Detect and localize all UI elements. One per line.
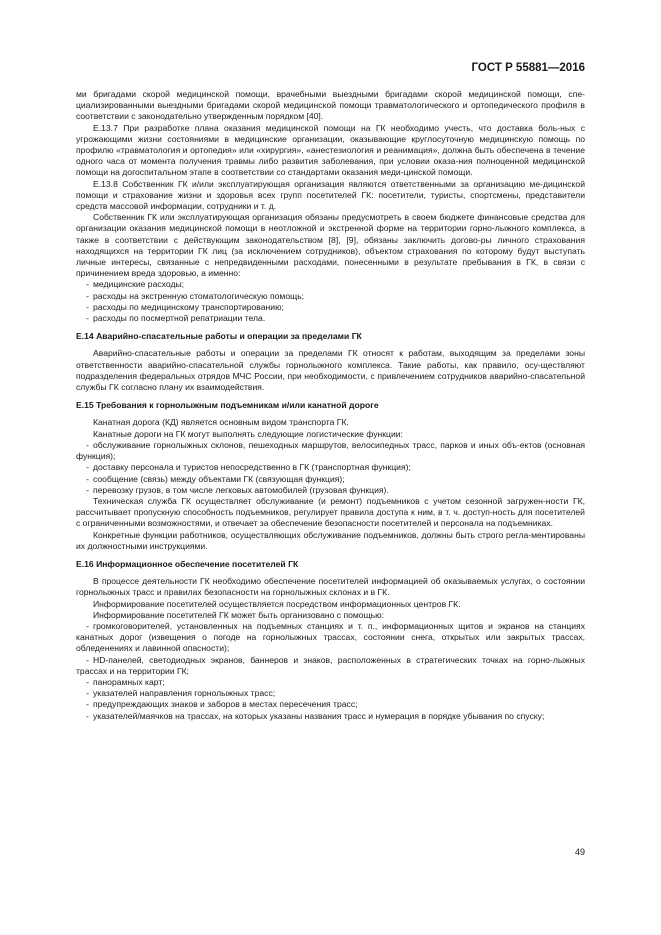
list-item (76, 302, 585, 313)
list-item (76, 677, 585, 688)
dash-bullet-icon: - (86, 313, 89, 324)
document-body (76, 89, 585, 722)
list-item-text: перевозку грузов, в том числе легковых автомобилей (грузовая функция). (93, 484, 389, 495)
list-item-text: HD-панелей, светодиодных экранов, баннеров и знаков, расположенных в стратегических точках на горно-лыжных трассах и на территории ГК; (76, 654, 585, 676)
paragraph: Конкретные функции работников, осуществляющих обслуживание подъемников, должны быть строго регла-ментированы их должностными инструкциями. (76, 529, 585, 551)
dash-bullet-icon: - (86, 290, 89, 301)
list-item (76, 621, 585, 655)
list-item-text: расходы по посмертной репатриации тела. (93, 313, 266, 324)
list-item-text: медицинские расходы; (93, 279, 185, 290)
dash-bullet-icon: - (86, 676, 89, 687)
list-item-text: громкоговорителей, установленных на подъемных станциях и т. п., информационных щитов и экранов на станциях канатных дорог (извещения о погоде на горнолыжных трассах, состоянии снега, открытых или закрытых трассах, обледенениях и лавинной опасности); (76, 620, 585, 654)
paragraph: Собственник ГК или эксплуатирующая организация обязаны предусмотреть в своем бюджете финансовые средства для организации оказания медицинской помощи в неотложной и экстренной форме на территории горно-лыжного комплекса, а также в соответствии с действующим законодательством [8], [9], обязаны заключить догово-ры личного страхования находящихся на территории ГК лиц (за исключением сотрудников), объектом страхования по которому будут выступать личные интересы, связанные с непредвиденными расходами, понесенными в результате пребывания в ГК, в связи с причинением вреда здоровью, а именно: (76, 212, 585, 279)
dash-bullet-icon: - (86, 301, 89, 312)
page-number: 49 (574, 847, 585, 857)
list-item (76, 699, 585, 710)
paragraph: Канатные дороги на ГК могут выполнять следующие логистические функции: (93, 428, 403, 439)
dash-bullet-icon: - (86, 688, 89, 699)
list-item-text: указателей/маячков на трассах, на которых указаны названия трасс и нумерация в порядке убывания по спуску; (93, 710, 545, 721)
list-item (76, 655, 585, 677)
list-item (76, 462, 585, 473)
section-heading (76, 400, 585, 411)
dash-bullet-icon: - (86, 279, 89, 290)
list-item (76, 688, 585, 699)
paragraph: ми бригадами скорой медицинской помощи, врачебными выездными бригадами скорой медицинской помощи, спе-циализированными выездными бригадами скорой медицинской помощи травматологического и ортопедического профиля в соответствии с законодательно утвержденным порядком [40]. (76, 89, 585, 122)
dash-bullet-icon: - (86, 484, 89, 495)
dash-bullet-icon: - (86, 462, 89, 473)
paragraph: Аварийно-спасательные работы и операции за пределами ГК относят к работам, выходящим за пределами зоны ответственности аварийно-спасательной службы горнолыжного комплекса. Такие работы, как правило, осу-ществляют подразделения федеральных отрядов МЧС России, при необходимости, с привлечением сотрудников аварийно-спасательной службы ГК согласно плану их взаимодействия. (76, 348, 585, 393)
list-item (76, 291, 585, 302)
paragraph: Информирование посетителей осуществляется посредством информационных центров ГК. (93, 598, 461, 609)
document-header: ГОСТ Р 55881—2016 (471, 62, 585, 74)
dash-bullet-icon: - (86, 620, 89, 631)
list-item-text: расходы на экстренную стоматологическую помощь; (93, 290, 305, 301)
dash-bullet-icon: - (86, 439, 89, 450)
list-item-text: доставку персонала и туристов непосредственно в ГК (транспортная функция); (93, 462, 411, 473)
list-item (76, 279, 585, 290)
dash-bullet-icon: - (86, 710, 89, 721)
section-heading-text: Е.14 Аварийно-спасательные работы и операции за пределами ГК (76, 331, 362, 342)
list-item (76, 485, 585, 496)
list-item (76, 313, 585, 324)
list-item-text: указателей направления горнолыжных трасс; (93, 688, 276, 699)
paragraph: Канатная дорога (КД) является основным видом транспорта ГК. (93, 417, 349, 428)
paragraph: В процессе деятельности ГК необходимо обеспечение посетителей информацией об оказываемых услугах, о состоянии горнолыжных трасс и правилах безопасности на горнолыжных склонах и в ГК. (76, 576, 585, 598)
list-item-text: предупреждающих знаков и заборов в местах пересечения трасс; (93, 699, 358, 710)
section-heading-text: Е.16 Информационное обеспечение посетителей ГК (76, 558, 299, 569)
dash-bullet-icon: - (86, 654, 89, 665)
list-item-text: расходы по медицинскому транспортированию; (93, 301, 284, 312)
list-item-text: панорамных карт; (93, 676, 165, 687)
list-item (76, 440, 585, 462)
dash-bullet-icon: - (86, 699, 89, 710)
section-heading-text: Е.15 Требования к горнолыжным подъемникам и/или канатной дороге (76, 400, 379, 411)
section-heading (76, 559, 585, 570)
dash-bullet-icon: - (86, 473, 89, 484)
list-item (76, 711, 585, 722)
paragraph: Техническая служба ГК осуществляет обслуживание (и ремонт) подъемников с учетом сезонной загружен-ности ГК, рассчитывает пропускную способность подъемников, регулирует правила доступа к ним, в т. ч. доступ-ность для посетителей с ограниченными возможностями, и отвечает за обеспечение безопасности посетителей и персонала на подъемниках. (76, 495, 585, 529)
paragraph: Е.13.7 При разработке плана оказания медицинской помощи на ГК необходимо учесть, что доставка боль-ных с угрожающими жизни состояниями в медицинские организации, оказывающие круглосуточную медицинскую помощь по профилю «травматология и ортопедия» или «хирургия», «анестезиология и реанимация», должна быть обеспечена в течение одного часа от момента получения травмы либо развития заболевания, при условии оказа-ния полноценной медицинской помощи на догоспитальном этапе в соответствии со стандартами оказания меди-цинской помощи. (76, 122, 585, 178)
paragraph: Информирование посетителей ГК может быть организовано с помощью: (93, 609, 384, 620)
list-item-text: обслуживание горнолыжных склонов, пешеходных маршрутов, велосипедных трасс, парков и иных объ-ектов (основная функция); (76, 439, 585, 462)
list-item-text: сообщение (связь) между объектами ГК (связующая функция); (93, 473, 345, 484)
section-heading (76, 331, 585, 342)
paragraph: Е.13.8 Собственник ГК и/или эксплуатирующая организация являются ответственными за организацию ме-дицинской помощи и страхование жизни и здоровья всех групп посетителей ГК: посетители, туристы, спортсмены, представители средств массовой информации, сотрудники и т. д. (76, 178, 585, 212)
list-item (76, 474, 585, 485)
